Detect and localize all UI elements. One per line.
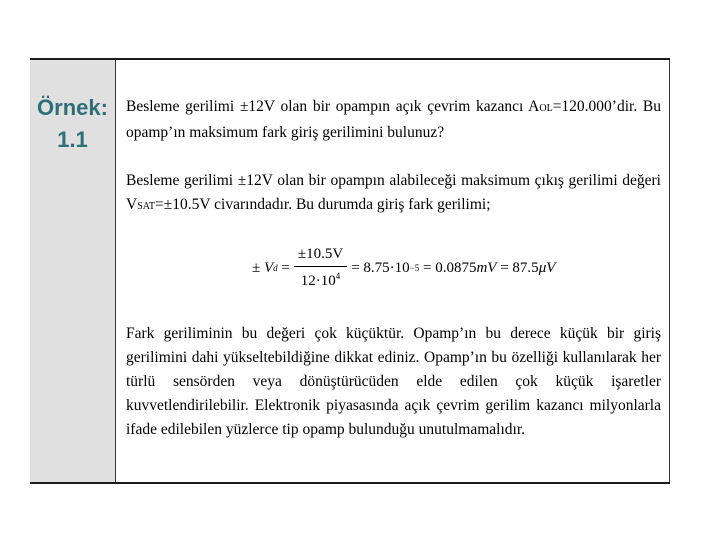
formula-result-2-unit: mV xyxy=(476,259,497,276)
formula-result-1: = 8.75·10 xyxy=(351,259,410,276)
question-text-a: Besleme gerilimi ±12V olan bir opampın açık çevrim kazancı A xyxy=(126,98,540,115)
conclusion-paragraph: Fark geriliminin bu değeri çok küçüktür. Opamp’ın bu derece küçük bir giriş gerilimini dahi yükseltebildiğine dikkat ediniz. Opamp’ın bu özelliği kullanılarak her türlü sensörden veya dönüştürücüden elde edilen çok küçük işaretler kuvvetlendirilebilir. Elektronik piyasasında açık çevrim gerilim kazancı milyonlarla ifade edilebilen yüzlerce tip opamp bulunduğu unutulmamalıdır. xyxy=(126,325,661,438)
formula-result-3: = 87.5 xyxy=(500,259,539,276)
solution-text-a: Besleme gerilimi ±12V olan bir opampın alabileceği maksimum çıkış gerilimi değeri V xyxy=(126,172,661,213)
vsat-subscript: SAT xyxy=(137,201,155,212)
solution-paragraph xyxy=(126,169,661,219)
formula-denominator xyxy=(297,267,345,290)
formula-den-base: 12·10 xyxy=(300,273,336,289)
aol-subscript: OL xyxy=(539,103,553,114)
formula-numerator: ±10.5V xyxy=(294,246,347,267)
example-label-column xyxy=(30,60,115,482)
formula-lhs-sub: d xyxy=(273,263,278,273)
example-label-title: Örnek: xyxy=(37,95,108,120)
formula-lhs-var: V xyxy=(263,259,274,276)
formula xyxy=(252,236,555,300)
formula-den-exp: 4 xyxy=(335,271,341,281)
formula-equals: = xyxy=(281,259,290,276)
formula-result-2: = 0.0875 xyxy=(423,259,477,276)
solution-text-b: =±10.5V civarındadır. Bu durumda giriş fark gerilimi; xyxy=(155,196,491,213)
example-box xyxy=(30,58,670,484)
question-text-b: =120.000’dir. Bu opamp’ın maksimum fark giriş gerilimini bulunuz? xyxy=(126,98,661,141)
column-divider xyxy=(115,60,116,482)
formula-result-3-unit: μV xyxy=(538,259,556,276)
formula-fraction xyxy=(294,246,347,290)
formula-lhs-sign: ± xyxy=(252,259,261,276)
example-label-number: 1.1 xyxy=(57,127,88,152)
formula-result-1-exp: −5 xyxy=(409,263,420,273)
question-paragraph xyxy=(126,95,661,145)
right-border xyxy=(669,60,670,482)
